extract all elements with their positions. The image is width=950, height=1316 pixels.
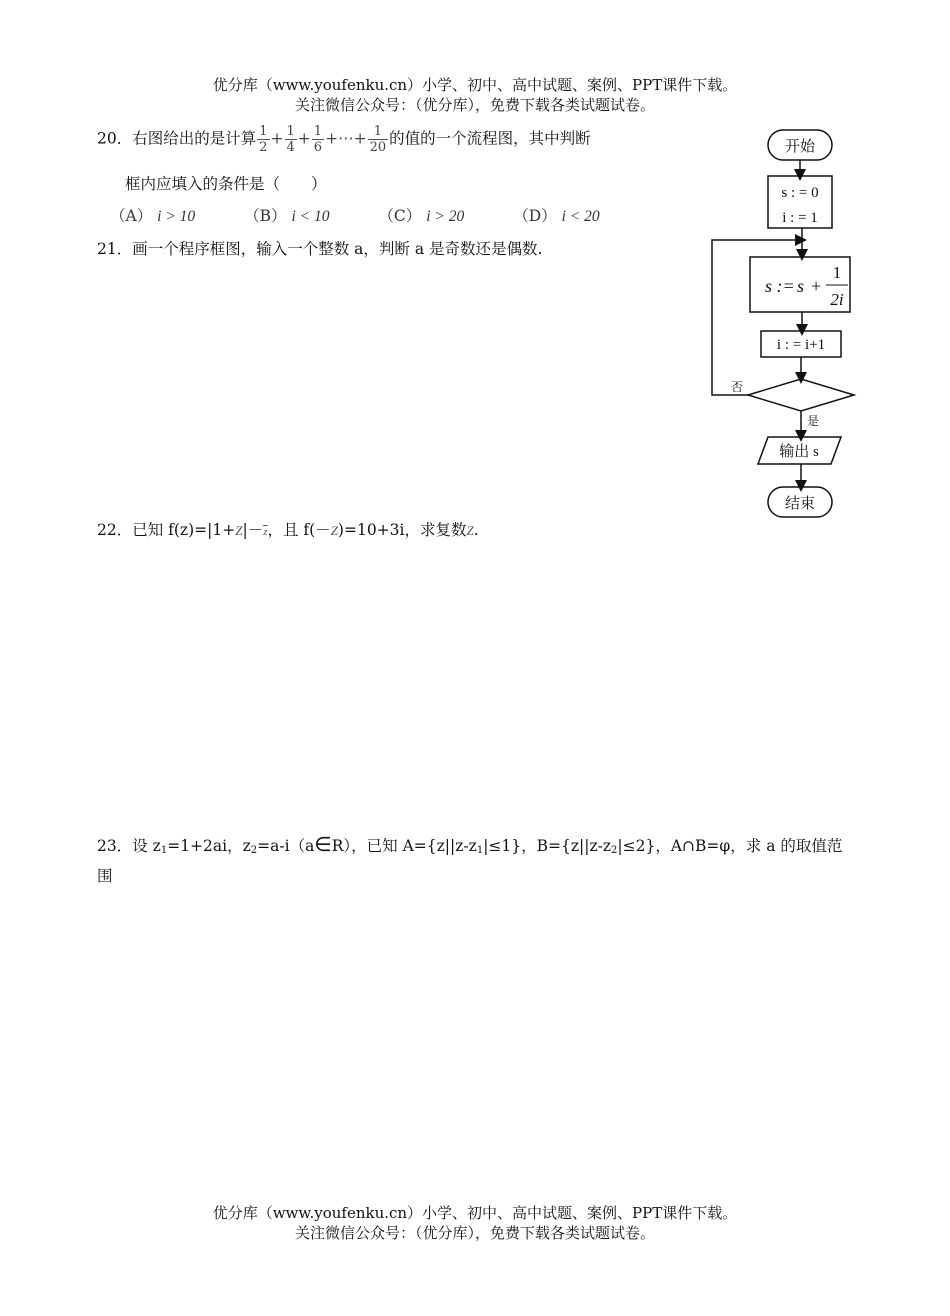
fraction-1-4: $\frac{1}{4}$ (286, 124, 295, 155)
init-i-label: i : = 1 (782, 210, 818, 226)
end-label: 结束 (784, 496, 816, 512)
yes-label: 是 (807, 414, 820, 428)
assign-frac-num: 1 (832, 263, 842, 282)
question-20-options (110, 204, 644, 229)
option-d: （D） i < 20 (513, 207, 600, 225)
question-21: 21．画一个程序框图，输入一个整数 a，判断 a 是奇数还是偶数. (97, 240, 543, 258)
question-20-line-2: 框内应填入的条件是（ ） (125, 175, 327, 193)
question-23-line-1: 23．设 $z_1=1+2ai$，$z_2=a-i(a\in R)$，已知 $A=\{z||z-z_1|\le 1\}$，$B=\{z||z-z_2|\le 2\}$，A∩B=φ，求 a 的取值范 (97, 832, 843, 856)
question-23-line-2: 围 (97, 867, 113, 885)
assign-frac-den: 2i (830, 290, 844, 309)
fraction-1-2: $\frac{1}{2}$ (259, 124, 268, 155)
header-line-1: 优分库（www.youfenku.cn）小学、初中、高中试题、案例、PPT课件下载。 (212, 76, 738, 94)
q20-prefix: 20．右图给出的是计算 (97, 129, 257, 148)
q20-suffix: 的值的一个流程图，其中判断 (389, 129, 591, 148)
no-label: 否 (731, 380, 744, 394)
start-label: 开始 (784, 139, 816, 155)
fraction-1-20: $\frac{1}{20}$ (369, 124, 387, 155)
fraction-1-6: $\frac{1}{6}$ (313, 124, 323, 155)
decision-diamond (748, 379, 854, 411)
assign-lhs: s := (765, 276, 795, 296)
header-line-2: 关注微信公众号：（优分库），免费下载各类试题试卷。 (294, 96, 655, 114)
footer-line-2: 关注微信公众号：（优分库），免费下载各类试题试卷。 (294, 1224, 655, 1242)
assign-plus: + (811, 276, 822, 296)
output-label: 输出 s (779, 444, 819, 460)
option-a: （A） i > 10 (110, 207, 196, 225)
loop-back-arrow (712, 240, 801, 395)
option-c: （C） i > 20 (378, 207, 465, 225)
init-s-label: s : = 0 (781, 185, 819, 201)
question-22: 22．已知 $f(z)=|1+Z|-\overline{z}$，且 f(－Z)=10+3i，求复数Z. (97, 521, 479, 539)
footer-line-1: 优分库（www.youfenku.cn）小学、初中、高中试题、案例、PPT课件下载。 (212, 1204, 738, 1222)
assign-s: s (797, 276, 805, 296)
flowchart (705, 125, 865, 525)
question-20-line-1: 20．右图给出的是计算 $\frac{1}{2}$ + $\frac{1}{4}$ + $\frac{1}{6}$ +⋯+ $\frac{1}{20}$ 的值的一个流程图，其中判断 (97, 124, 591, 155)
option-b: （B） i < 10 (244, 207, 330, 225)
increment-label: i : = i+1 (776, 337, 826, 353)
